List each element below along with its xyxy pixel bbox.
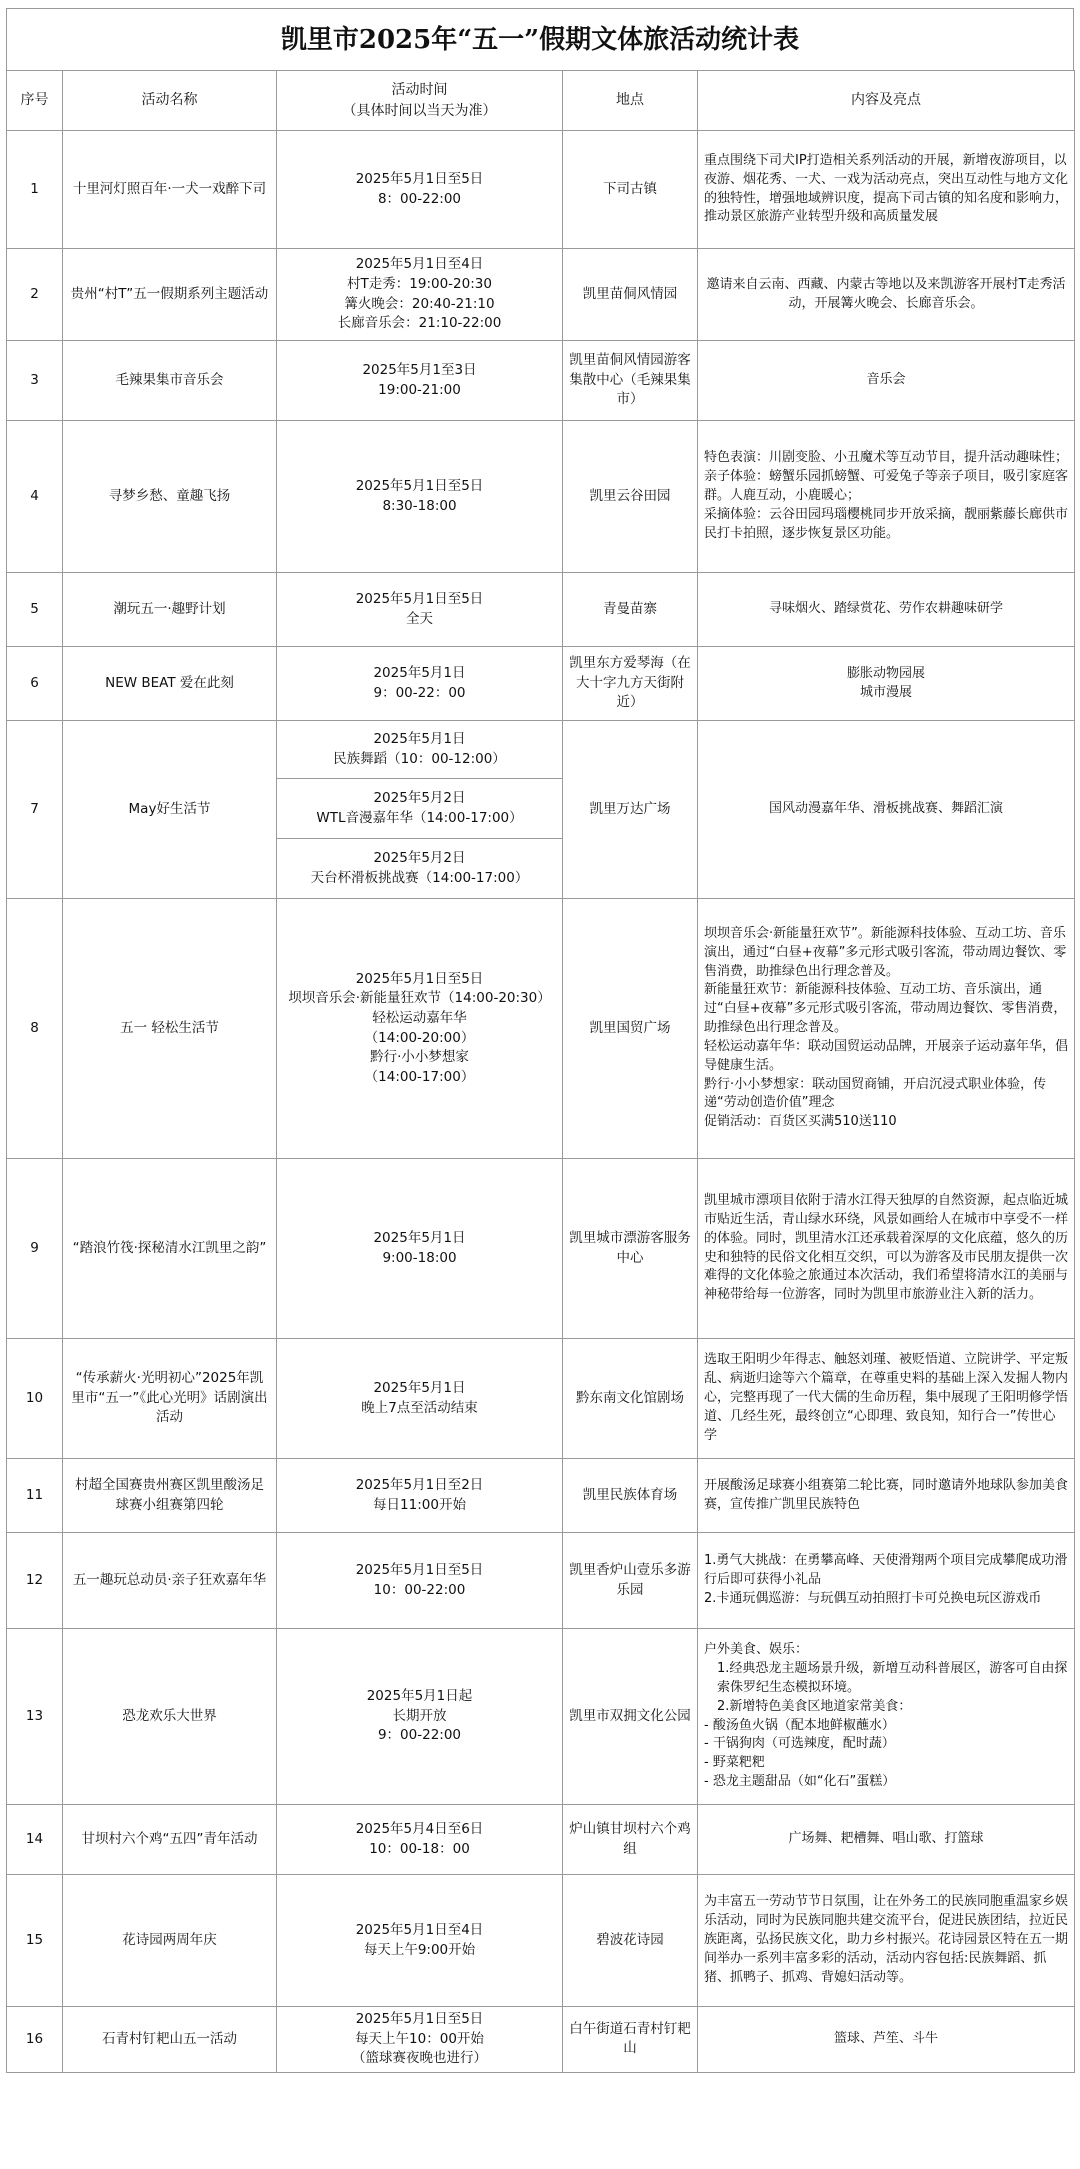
cell-no: 13: [7, 1629, 63, 1805]
cell-time-line: 2025年5月1日至5日: [355, 2011, 484, 2027]
cell-content-line: 轻松运动嘉年华：联动国贸运动品牌，开展亲子运动嘉年华，倡导健康生活。: [704, 1038, 1069, 1073]
cell-content: [698, 341, 1075, 421]
cell-time-line: 2025年5月1日至5日: [355, 477, 484, 494]
cell-content-line: 开展酸汤足球赛小组赛第二轮比赛，同时邀请外地球队参加美食赛，宣传推广凯里民族特色: [704, 1477, 1069, 1512]
table-row: [7, 721, 1075, 779]
cell-content: [698, 1805, 1075, 1875]
cell-content: [698, 647, 1075, 721]
cell-content-line: 新能量狂欢节：新能源科技体验、互动工坊、音乐演出，通过“白昼+夜幕”多元形式吸引客流，带动周边餐饮、零售消费，助推绿色出行理念普及。: [704, 982, 1067, 1036]
cell-content-line: 1.经典恐龙主题场景升级，新增互动科普展区，游客可自由探索侏罗纪生态模拟环境。: [717, 1660, 1068, 1695]
cell-place: 白午街道石青村钉耙山: [563, 2007, 698, 2073]
cell-place: 碧波花诗园: [563, 1875, 698, 2007]
table-row: [7, 341, 1075, 421]
cell-content-line: 凯里城市漂项目依附于清水江得天独厚的自然资源，起点临近城市贴近生活，青山绿水环绕，风景如画给人在城市中享受不一样的体验。同时，凯里清水江还承载着深厚的文化底蕴，悠久的历史和独特的民俗文化相互交织，可以为游客及市民朋友提供一次难得的文化体验之旅通过本次活动，我们希望将清水江的美丽与神秘带给每一位游客，同时为凯里市旅游业注入新的活力。: [704, 1192, 1069, 1303]
cell-time-line: 天台杯滑板挑战赛（14:00-17:00）: [310, 869, 529, 886]
cell-time-line: （14:00-20:00）: [364, 1029, 475, 1046]
cell-content: [698, 249, 1075, 341]
cell-time-line: 2025年5月1日至4日: [355, 256, 484, 273]
header-name: 活动名称: [63, 71, 277, 131]
activity-table: [6, 70, 1075, 2073]
cell-no: 5: [7, 573, 63, 647]
cell-time-line: 轻松运动嘉年华: [372, 1009, 467, 1026]
cell-time: [277, 647, 563, 721]
cell-time-line: 全天: [406, 610, 433, 627]
cell-content-line: 为丰富五一劳动节节日氛围，让在外务工的民族同胞重温家乡娱乐活动，同时为民族同胞共建交流平台，促进民族团结，拉近民族距离，弘扬民族文化，助力乡村振兴。花诗园景区特在五一期间举办一系列丰富多彩的活动，活动内容包括:民族舞蹈、抓猪、抓鸭子、抓鸡、背媳妇活动等。: [704, 1894, 1069, 1985]
cell-time-line: 2025年5月1日: [373, 1379, 466, 1396]
cell-place: 凯里东方爱琴海（在大十字九方天街附近）: [563, 647, 698, 721]
cell-time-line: 8:30-18:00: [382, 497, 457, 514]
cell-place: 凯里万达广场: [563, 721, 698, 899]
cell-content-line: 亲子体验：螃蟹乐园抓螃蟹、可爱兔子等亲子项目，吸引家庭客群。人鹿互动，小鹿暖心；: [704, 469, 1069, 504]
cell-time-line: 2025年5月2日: [373, 849, 466, 866]
cell-content: [698, 721, 1075, 899]
header-no: 序号: [7, 71, 63, 131]
cell-time-line: WTL音漫嘉年华（14:00-17:00）: [316, 809, 523, 826]
cell-time: [277, 249, 563, 341]
cell-name: 花诗园两周年庆: [63, 1875, 277, 2007]
cell-no: 7: [7, 721, 63, 899]
cell-time: [277, 779, 563, 839]
cell-no: 10: [7, 1339, 63, 1459]
header-content: 内容及亮点: [698, 71, 1075, 131]
cell-time-line: 2025年5月1日至5日: [355, 970, 484, 987]
cell-content-line: - 酸汤鱼火锅（配本地鲜椒蘸水）: [704, 1717, 895, 1733]
cell-content: [698, 421, 1075, 573]
cell-name: 甘坝村六个鸡“五四”青年活动: [63, 1805, 277, 1875]
cell-name: NEW BEAT 爱在此刻: [63, 647, 277, 721]
cell-content-line: 户外美食、娱乐：: [704, 1642, 809, 1658]
table-row: [7, 1459, 1075, 1533]
cell-name: 恐龙欢乐大世界: [63, 1629, 277, 1805]
cell-content-line: 黔行·小小梦想家：联动国贸商铺，开启沉浸式职业体验，传递“劳动创造价值”理念: [704, 1076, 1047, 1111]
cell-place: 黔东南文化馆剧场: [563, 1339, 698, 1459]
cell-time-line: 坝坝音乐会·新能量狂欢节（14:00-20:30）: [288, 990, 551, 1007]
cell-content-line: - 野菜粑粑: [704, 1755, 765, 1771]
cell-time: [277, 341, 563, 421]
cell-time-line: 民族舞蹈（10：00-12:00）: [333, 750, 506, 767]
cell-time: [277, 2007, 563, 2073]
table-row: [7, 1875, 1075, 2007]
cell-time: [277, 839, 563, 899]
cell-time-line: 2025年5月1日: [373, 730, 466, 747]
cell-content-line: 1.勇气大挑战：在勇攀高峰、天使滑翔两个项目完成攀爬成功滑行后即可获得小礼品: [704, 1553, 1068, 1588]
cell-content-line: 邀请来自云南、西藏、内蒙古等地以及来凯游客开展村T走秀活动，开展篝火晚会、长廊音乐会。: [706, 276, 1066, 311]
cell-time-line: 黔行·小小梦想家: [370, 1049, 469, 1066]
cell-content-line: 城市漫展: [859, 684, 912, 700]
cell-content-line: 2.卡通玩偶巡游：与玩偶互动拍照打卡可兑换电玩区游戏币: [704, 1590, 1042, 1606]
cell-content-line: 特色表演：川剧变脸、小丑魔术等互动节目，提升活动趣味性；: [704, 450, 1069, 466]
cell-content: [698, 1339, 1075, 1459]
cell-time: [277, 1339, 563, 1459]
table-row: [7, 647, 1075, 721]
cell-name: May好生活节: [63, 721, 277, 899]
cell-place: 凯里国贸广场: [563, 899, 698, 1159]
cell-content-line: 2.新增特色美食区地道家常美食：: [717, 1698, 912, 1714]
cell-time-line: 2025年5月1日至4日: [355, 1921, 484, 1938]
cell-time-line: 每天上午9:00开始: [363, 1941, 476, 1958]
cell-no: 16: [7, 2007, 63, 2073]
cell-time-line: 2025年5月1日至5日: [355, 170, 484, 187]
document-title: 凯里市2025年“五一”假期文体旅活动统计表: [6, 8, 1074, 70]
cell-content-line: 重点围绕下司犬IP打造相关系列活动的开展，新增夜游项目，以夜游、烟花秀、一犬、一戏为活动亮点，突出互动性与地方文化的独特性，增强地域辨识度，提高下司古镇的知名度和影响力，推动景区旅游产业转型升级和高质量发展: [704, 152, 1069, 225]
cell-time-line: （篮球赛夜晚也进行）: [352, 2050, 487, 2067]
table-row: [7, 249, 1075, 341]
cell-time-line: 2025年5月1日: [373, 664, 466, 681]
cell-time-line: 2025年5月1日至5日: [355, 1561, 484, 1578]
cell-name: 五一 轻松生活节: [63, 899, 277, 1159]
cell-no: 9: [7, 1159, 63, 1339]
table-row: [7, 131, 1075, 249]
cell-time-line: 2025年5月1日至2日: [355, 1476, 484, 1493]
cell-content: [698, 1533, 1075, 1629]
cell-place: 凯里苗侗风情园游客集散中心（毛辣果集市）: [563, 341, 698, 421]
table-row: [7, 1533, 1075, 1629]
cell-content: [698, 1459, 1075, 1533]
cell-content: [698, 131, 1075, 249]
cell-place: 下司古镇: [563, 131, 698, 249]
cell-place: 凯里香炉山壹乐多游乐园: [563, 1533, 698, 1629]
table-row: [7, 1629, 1075, 1805]
cell-time-line: 每日11:00开始: [373, 1496, 466, 1513]
cell-place: 凯里市双拥文化公园: [563, 1629, 698, 1805]
cell-time: [277, 573, 563, 647]
cell-name: 石青村钉耙山五一活动: [63, 2007, 277, 2073]
cell-content: [698, 573, 1075, 647]
cell-time-line: 篝火晚会：20:40-21:10: [344, 295, 495, 312]
cell-time: [277, 899, 563, 1159]
cell-no: 12: [7, 1533, 63, 1629]
cell-content: [698, 1159, 1075, 1339]
cell-no: 8: [7, 899, 63, 1159]
cell-time-line: 2025年5月1日起: [366, 1688, 473, 1705]
cell-time: [277, 131, 563, 249]
cell-time-line: 19:00-21:00: [378, 381, 461, 398]
cell-time: [277, 1533, 563, 1629]
cell-content: [698, 1875, 1075, 2007]
cell-no: 3: [7, 341, 63, 421]
cell-name: 寻梦乡愁、童趣飞扬: [63, 421, 277, 573]
table-row: [7, 1805, 1075, 1875]
cell-time: [277, 1159, 563, 1339]
cell-name: “踏浪竹筏·探秘清水江凯里之韵”: [63, 1159, 277, 1339]
cell-time-line: 2025年5月1日: [373, 1229, 466, 1246]
cell-content-line: 国风动漫嘉年华、滑板挑战赛、舞蹈汇演: [768, 801, 1003, 817]
cell-name: 十里河灯照百年·一犬一戏醉下司: [63, 131, 277, 249]
cell-no: 6: [7, 647, 63, 721]
cell-time: [277, 1805, 563, 1875]
cell-content-line: 篮球、芦笙、斗牛: [833, 2030, 938, 2046]
cell-name: 潮玩五一·趣野计划: [63, 573, 277, 647]
header-place: 地点: [563, 71, 698, 131]
cell-place: 凯里城市漂游客服务中心: [563, 1159, 698, 1339]
cell-name: 贵州“村T”五一假期系列主题活动: [63, 249, 277, 341]
cell-time-line: 每天上午10：00开始: [355, 2030, 484, 2047]
cell-content-line: 寻味烟火、踏绿赏花、劳作农耕趣味研学: [768, 601, 1003, 617]
cell-time-line: 10：00-22:00: [373, 1581, 466, 1598]
cell-name: 毛辣果集市音乐会: [63, 341, 277, 421]
cell-content-line: 膨胀动物园展: [846, 665, 925, 681]
cell-time-line: 9：00-22:00: [377, 1727, 462, 1744]
cell-no: 2: [7, 249, 63, 341]
cell-content-line: - 恐龙主题甜品（如“化石”蛋糕）: [704, 1774, 896, 1790]
cell-content-line: 广场舞、耙槽舞、唱山歌、打篮球: [788, 1831, 984, 1847]
cell-place: 炉山镇甘坝村六个鸡组: [563, 1805, 698, 1875]
cell-time-line: 2025年5月4日至6日: [355, 1820, 484, 1837]
table-row: [7, 1339, 1075, 1459]
cell-time-line: 9:00-18:00: [382, 1249, 457, 1266]
cell-time-line: 长期开放: [392, 1707, 447, 1724]
document-page: [0, 8, 1080, 2169]
table-row: [7, 899, 1075, 1159]
cell-place: 凯里民族体育场: [563, 1459, 698, 1533]
cell-time-line: 村T走秀：19:00-20:30: [347, 275, 492, 292]
cell-name: 五一趣玩总动员·亲子狂欢嘉年华: [63, 1533, 277, 1629]
cell-content-line: 音乐会: [866, 372, 906, 388]
table-row: [7, 2007, 1075, 2073]
cell-place: 凯里云谷田园: [563, 421, 698, 573]
cell-time-line: 长廊音乐会：21:10-22:00: [337, 315, 502, 332]
cell-content: [698, 899, 1075, 1159]
cell-time: [277, 1459, 563, 1533]
table-row: [7, 1159, 1075, 1339]
header-time: 活动时间 （具体时间以当天为准）: [277, 71, 563, 131]
cell-content-line: 采摘体验：云谷田园玛瑙樱桃同步开放采摘，靓丽紫藤长廊供市民打卡拍照，逐步恢复景区功能。: [704, 506, 1069, 541]
cell-place: 青曼苗寨: [563, 573, 698, 647]
cell-name: “传承薪火·光明初心”2025年凯里市“五一”《此心光明》话剧演出活动: [63, 1339, 277, 1459]
cell-time: [277, 1629, 563, 1805]
table-row: [7, 573, 1075, 647]
cell-no: 15: [7, 1875, 63, 2007]
cell-no: 14: [7, 1805, 63, 1875]
cell-time-line: 2025年5月1日至5日: [355, 590, 484, 607]
cell-content-line: 促销活动：百货区买满510送110: [704, 1114, 897, 1130]
cell-time: [277, 421, 563, 573]
cell-time-line: （14:00-17:00）: [364, 1068, 475, 1085]
cell-place: 凯里苗侗风情园: [563, 249, 698, 341]
cell-time-line: 8：00-22:00: [377, 190, 462, 207]
cell-content-line: - 干锅狗肉（可选辣度，配时蔬）: [704, 1736, 895, 1752]
table-header-row: [7, 71, 1075, 131]
cell-content-line: 选取王阳明少年得志、触怒刘瑾、被贬悟道、立院讲学、平定叛乱、病逝归途等六个篇章，在尊重史料的基础上深入发掘人物内心，完整再现了一代大儒的生命历程，集中展现了王阳明修学悟道、几经生死，最终创立“心即理、致良知，知行合一”传世心学: [704, 1352, 1069, 1443]
cell-time: [277, 1875, 563, 2007]
cell-time-line: 2025年5月1至3日: [362, 361, 477, 378]
cell-content: [698, 1629, 1075, 1805]
cell-time-line: 9：00-22：00: [373, 684, 466, 701]
cell-time: [277, 721, 563, 779]
cell-no: 11: [7, 1459, 63, 1533]
cell-content: [698, 2007, 1075, 2073]
cell-time-line: 2025年5月2日: [373, 789, 466, 806]
cell-name: 村超全国赛贵州赛区凯里酸汤足球赛小组赛第四轮: [63, 1459, 277, 1533]
cell-time-line: 10：00-18：00: [369, 1840, 470, 1857]
cell-content-line: 坝坝音乐会·新能量狂欢节”。新能源科技体验、互动工坊、音乐演出，通过“白昼+夜幕”多元形式吸引客流，带动周边餐饮、零售消费，助推绿色出行理念普及。: [704, 925, 1067, 979]
cell-no: 1: [7, 131, 63, 249]
cell-no: 4: [7, 421, 63, 573]
cell-time-line: 晚上7点至活动结束: [361, 1399, 478, 1416]
table-row: [7, 421, 1075, 573]
